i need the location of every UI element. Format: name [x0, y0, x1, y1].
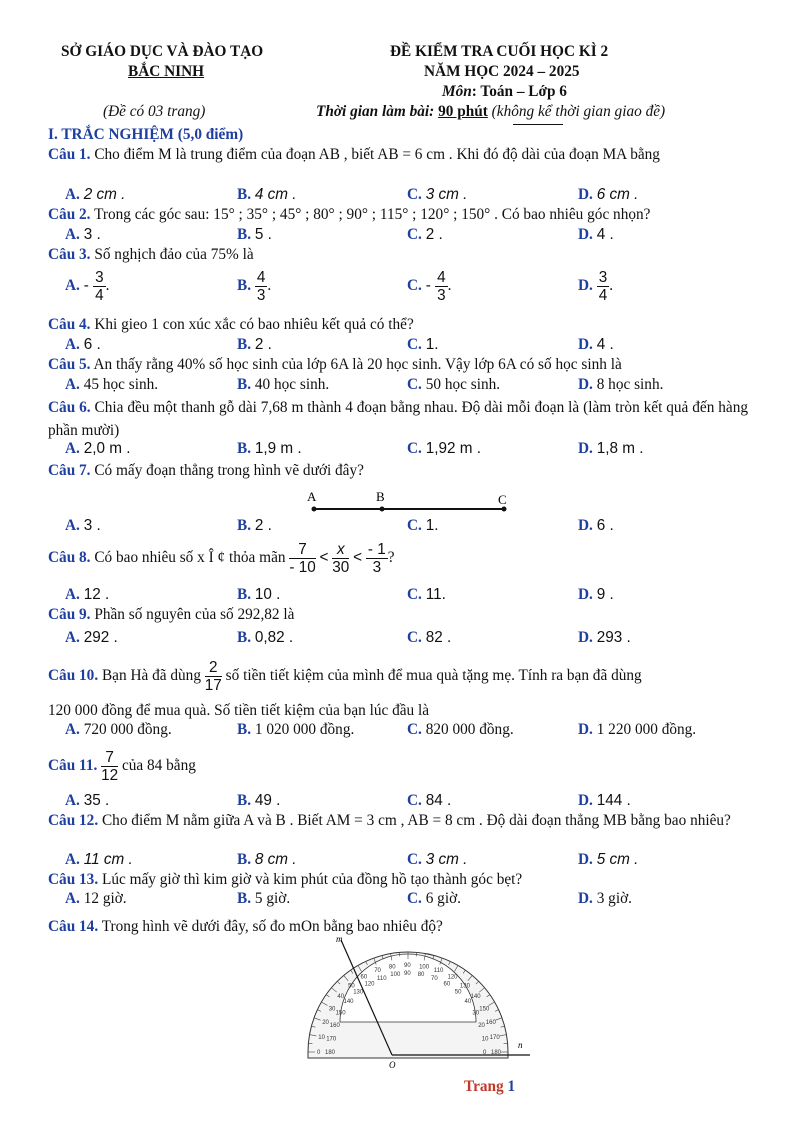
q3-option-c[interactable]: C. - $\frac{4}{3}$ . [407, 268, 452, 304]
question-9: Câu 9. Phần số nguyên của số 292,82 là [48, 606, 295, 623]
protractor-scale-number: 50 [454, 989, 462, 996]
q10-option-c[interactable]: C. 820 000 đồng. [407, 721, 514, 738]
q12-option-d[interactable]: D. 5 cm . [578, 851, 639, 868]
q12-option-b[interactable]: B. 8 cm . [237, 851, 297, 868]
q1-option-a[interactable]: A. 2 cm . [65, 186, 126, 203]
q7-option-b[interactable]: B. 2 . [237, 517, 272, 534]
q12-option-a[interactable]: A. 11 cm . [65, 851, 133, 868]
protractor-scale-number: 60 [360, 974, 368, 981]
question-14: Câu 14. Trong hình vẽ dưới đây, số đo mOn bằng bao nhiêu độ? [48, 918, 443, 935]
header-time: Thời gian làm bài: 90 phút (không kể thời gian giao đề) [316, 103, 666, 120]
label-m: m [336, 934, 343, 944]
header-province: BẮC NINH [128, 63, 205, 80]
protractor-scale-number: 130 [459, 983, 470, 990]
q9-option-a[interactable]: A. 292 . [65, 629, 118, 646]
header-exam-title: ĐỀ KIỂM TRA CUỐI HỌC KÌ 2 [390, 43, 609, 60]
header-subject: Môn: Toán – Lớp 6 [442, 83, 567, 100]
q8-option-b[interactable]: B. 10 . [237, 586, 281, 603]
q7-option-d[interactable]: D. 6 . [578, 517, 614, 534]
q9-option-c[interactable]: C. 82 . [407, 629, 452, 646]
label-a: A [307, 489, 317, 504]
label-c: C [498, 492, 507, 507]
protractor-scale-number: 170 [326, 1036, 337, 1043]
header-page-count: (Đề có 03 trang) [103, 103, 206, 120]
q10-option-a[interactable]: A. 720 000 đồng. [65, 721, 172, 738]
q8-option-d[interactable]: D. 9 . [578, 586, 614, 603]
q9-option-b[interactable]: B. 0,82 . [237, 629, 294, 646]
protractor-scale-number: 130 [353, 989, 364, 996]
q4-option-c[interactable]: C. 1. [407, 336, 439, 353]
question-10-line2: 120 000 đồng để mua quà. Số tiền tiết kiệm của bạn lúc đầu là [48, 702, 430, 719]
q2-option-b[interactable]: B. 5 . [237, 226, 272, 243]
q5-option-a[interactable]: A. 45 học sinh. [65, 376, 159, 393]
header-school-year: NĂM HỌC 2024 – 2025 [424, 63, 580, 80]
protractor-scale-number: 150 [479, 1006, 490, 1013]
q4-option-b[interactable]: B. 2 . [237, 336, 272, 353]
q11-option-b[interactable]: B. 49 . [237, 792, 281, 809]
point-b [380, 507, 385, 512]
protractor-scale-number: 180 [491, 1050, 502, 1056]
protractor-scale-number: 180 [325, 1050, 336, 1056]
protractor-scale-number: 30 [472, 1010, 480, 1017]
label-n: n [518, 1040, 523, 1050]
question-8: Câu 8. Có bao nhiêu số x Î ¢ thỏa mãn $\frac{7}{- 10}$ < $\frac{x}{30}$ < $\frac{- 1}{3}$ ? [48, 540, 395, 576]
header-underline [513, 124, 563, 125]
protractor-scale-number: 100 [390, 972, 401, 979]
protractor-scale-number: 60 [443, 981, 451, 988]
protractor-scale-number: 90 [404, 971, 411, 977]
label-o: O [389, 1060, 396, 1070]
q7-option-a[interactable]: A. 3 . [65, 517, 101, 534]
q13-option-b[interactable]: B. 5 giờ. [237, 890, 291, 907]
q11-option-a[interactable]: A. 35 . [65, 792, 110, 809]
header-department: SỞ GIÁO DỤC VÀ ĐÀO TẠO [61, 43, 264, 60]
q8-option-c[interactable]: C. 11. [407, 586, 446, 603]
protractor-scale-number: 110 [377, 975, 387, 982]
question-6: Câu 6. Chia đều một thanh gỗ dài 7,68 m thành 4 đoạn bằng nhau. Độ dài mỗi đoạn là (làm tròn kết quả đến hàng phần mười) [48, 399, 748, 439]
protractor-scale-number: 10 [318, 1034, 325, 1041]
question-10: Câu 10. Bạn Hà đã dùng $\frac{2}{17}$ số tiền tiết kiệm của mình để mua quà tặng mẹ. Tính ra bạn đã dùng [48, 658, 642, 694]
q3-option-b[interactable]: B. $\frac{4}{3}$ . [237, 268, 272, 304]
question-4: Câu 4. Khi gieo 1 con xúc xắc có bao nhiêu kết quả có thể? [48, 316, 414, 333]
q5-option-d[interactable]: D. 8 học sinh. [578, 376, 664, 393]
section-title: I. TRẮC NGHIỆM (5,0 điểm) [48, 126, 244, 143]
q13-option-a[interactable]: A. 12 giờ. [65, 890, 127, 907]
protractor-scale-number: 30 [328, 1006, 336, 1013]
protractor-scale-number: 20 [322, 1020, 329, 1027]
label-b: B [376, 489, 385, 504]
q6-option-b[interactable]: B. 1,9 m . [237, 440, 302, 457]
protractor-scale-number: 160 [485, 1020, 496, 1027]
point-c [502, 507, 507, 512]
q5-option-c[interactable]: C. 50 học sinh. [407, 376, 501, 393]
protractor-scale-number: 80 [388, 964, 396, 971]
protractor-figure [300, 930, 540, 1072]
question-1: Câu 1. Cho điểm M là trung điểm của đoạn AB , biết AB = 6 cm . Khi đó độ dài của đoạn MA bằng [48, 146, 660, 163]
protractor-scale-number: 140 [470, 994, 481, 1001]
segment-figure [300, 488, 520, 518]
protractor-scale-number: 20 [478, 1023, 485, 1029]
q2-option-c[interactable]: C. 2 . [407, 226, 443, 243]
q8-option-a[interactable]: A. 12 . [65, 586, 110, 603]
q2-option-a[interactable]: A. 3 . [65, 226, 101, 243]
question-5: Câu 5. An thấy rằng 40% số học sinh của lớp 6A là 20 học sinh. Vậy lớp 6A có số học sinh là [48, 356, 622, 373]
protractor-scale-number: 170 [489, 1034, 500, 1041]
question-3: Câu 3. Số nghịch đảo của 75% là [48, 246, 254, 263]
q1-option-c[interactable]: C. 3 cm . [407, 186, 468, 203]
q1-option-b[interactable]: B. 4 cm . [237, 186, 297, 203]
q6-option-d[interactable]: D. 1,8 m . [578, 440, 644, 457]
q11-option-c[interactable]: C. 84 . [407, 792, 452, 809]
protractor-scale-number: 160 [329, 1023, 340, 1029]
protractor-scale-number: 150 [335, 1010, 346, 1017]
protractor-scale-number: 110 [433, 968, 444, 975]
q3-option-d[interactable]: D. $\frac{3}{4}$ . [578, 268, 614, 304]
question-13: Câu 13. Lúc mấy giờ thì kim giờ và kim phút của đồng hồ tạo thành góc bẹt? [48, 871, 523, 888]
protractor-scale-number: 40 [464, 999, 472, 1006]
question-2: Câu 2. Trong các góc sau: 15° ; 35° ; 45° ; 80° ; 90° ; 115° ; 120° ; 150° . Có bao nhiêu góc nhọn? [48, 206, 651, 223]
q11-option-d[interactable]: D. 144 . [578, 792, 631, 809]
q3-option-a[interactable]: A. - $\frac{3}{4}$ . [65, 268, 110, 304]
protractor-scale-number: 90 [404, 963, 411, 969]
protractor-scale-number: 80 [417, 972, 425, 979]
question-11: Câu 11. $\frac{7}{12}$ của 84 bằng [48, 748, 196, 784]
q6-option-a[interactable]: A. 2,0 m . [65, 440, 131, 457]
q9-option-d[interactable]: D. 293 . [578, 629, 631, 646]
page-footer: Trang 1 [464, 1078, 516, 1095]
protractor-scale-number: 140 [343, 999, 354, 1006]
q12-option-c[interactable]: C. 3 cm . [407, 851, 468, 868]
protractor-scale-number: 100 [419, 964, 430, 971]
q5-option-b[interactable]: B. 40 học sinh. [237, 376, 330, 393]
q13-option-d[interactable]: D. 3 giờ. [578, 890, 632, 907]
protractor-scale-number: 50 [348, 983, 355, 990]
q10-option-b[interactable]: B. 1 020 000 đồng. [237, 721, 355, 738]
point-a [312, 507, 317, 512]
protractor-scale-number: 10 [481, 1036, 489, 1043]
q10-option-d[interactable]: D. 1 220 000 đồng. [578, 721, 697, 738]
q4-option-d[interactable]: D. 4 . [578, 336, 614, 353]
q7-option-c[interactable]: C. 1. [407, 517, 439, 534]
q13-option-c[interactable]: C. 6 giờ. [407, 890, 461, 907]
protractor-scale-number: 40 [337, 994, 345, 1001]
protractor-scale-number: 120 [447, 974, 458, 981]
q2-option-d[interactable]: D. 4 . [578, 226, 614, 243]
q6-option-c[interactable]: C. 1,92 m . [407, 440, 481, 457]
protractor-scale-number: 0 [483, 1050, 487, 1056]
protractor-scale-number: 120 [364, 981, 375, 988]
protractor-scale-number: 70 [431, 975, 438, 982]
protractor-scale-number: 70 [374, 968, 381, 975]
q1-option-d[interactable]: D. 6 cm . [578, 186, 639, 203]
protractor-scale-number: 0 [317, 1050, 321, 1056]
question-7: Câu 7. Có mấy đoạn thẳng trong hình vẽ dưới đây? [48, 462, 364, 479]
q4-option-a[interactable]: A. 6 . [65, 336, 101, 353]
question-12: Câu 12. Cho điểm M nằm giữa A và B . Biết AM = 3 cm , AB = 8 cm . Độ dài đoạn thẳng MB bằng bao nhiêu? [48, 812, 731, 829]
